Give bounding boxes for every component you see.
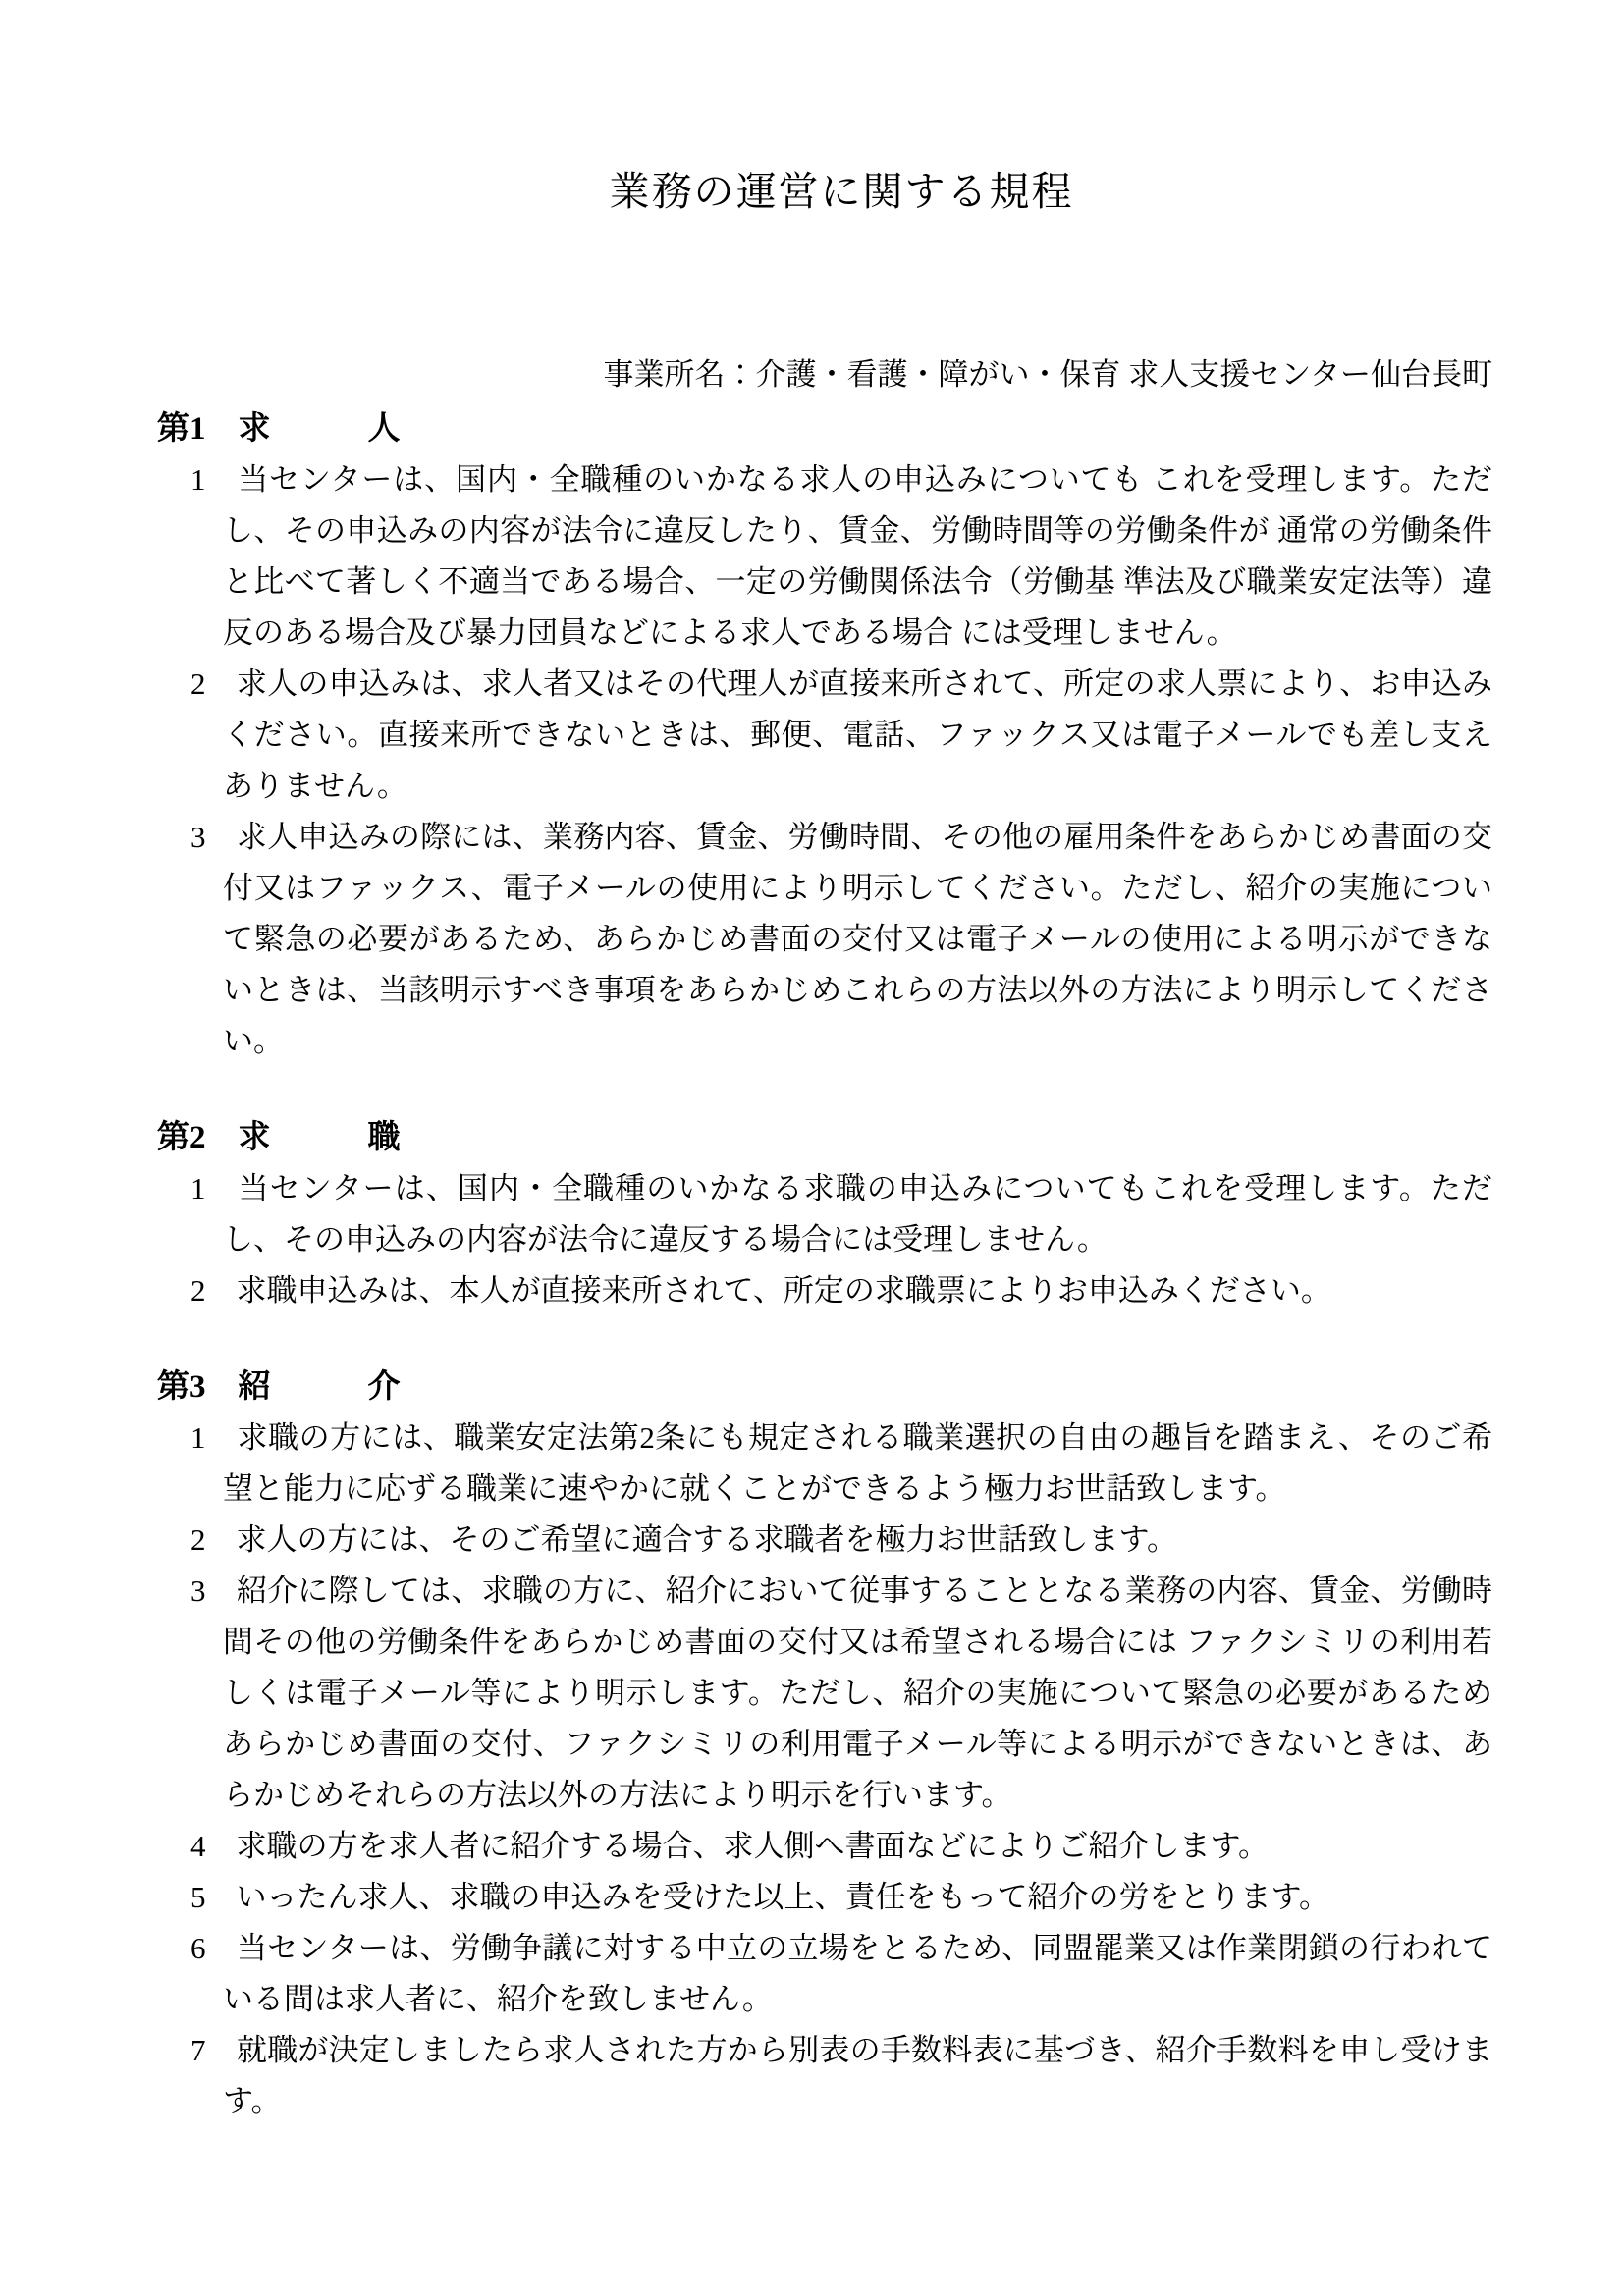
section-2-item-1: 1 当センターは、国内・全職種のいかなる求職の申込みについてもこれを受理します。ただし、その申込みの内容が法令に違反する場合には受理しません。 [190, 1171, 1492, 1256]
section-2-heading: 第2 求 職 [157, 1120, 401, 1155]
section-3-item-1: 1 求職の方には、職業安定法第2条にも規定される職業選択の自由の趣旨を踏まえ、そのご希望と能力に応ずる職業に速やかに就くことができるよう極力お世話致します。 [190, 1420, 1492, 1506]
section-kyushoku [157, 1118, 1492, 1316]
section-3-item-6: 6 当センターは、労働争議に対する中立の立場をとるため、同盟罷業又は作業閉鎖の行われている間は求人者に、紹介を致しません。 [190, 1931, 1492, 2016]
section-1-heading: 第1 求 人 [157, 411, 401, 447]
section-3-item-5: 5 いったん求人、求職の申込みを受けた以上、責任をもって紹介の労をとります。 [190, 1880, 1330, 1914]
office-name-line: 事業所名：介護・看護・障がい・保育 求人支援センター仙台長町 [603, 357, 1492, 392]
section-3-item-7: 7 就職が決定しましたら求人された方から別表の手数料表に基づき、紹介手数料を申し受けます。 [190, 2033, 1492, 2118]
section-1-item-2: 2 求人の申込みは、求人者又はその代理人が直接来所されて、所定の求人票により、お申込みください。直接来所できないときは、郵便、電話、ファックス又は電子メールでも差し支えありません。 [190, 667, 1492, 803]
section-kyujin [157, 409, 1492, 1067]
section-2-item-2: 2 求職申込みは、本人が直接来所されて、所定の求職票によりお申込みください。 [190, 1273, 1331, 1308]
section-1-item-1: 1 当センターは、国内・全職種のいかなる求人の申込みについても これを受理します。ただし、その申込みの内容が法令に違反したり、賃金、労働時間等の労働条件が 通常の労働条件と比べて著しく不適当である場合、一定の労働関係法令（労働基 準法及び職業安定法等）違反のある場合及び暴力団員などによる求人である場合 には受理しません。 [190, 462, 1492, 650]
section-3-item-3: 3 紹介に際しては、求職の方に、紹介において従事することとなる業務の内容、賃金、労働時間その他の労働条件をあらかじめ書面の交付又は希望される場合には ファクシミリの利用若しくは電子メール等により明示します。ただし、紹介の実施について緊急の必要があるためあらかじめ書面の交付、ファクシミリの利用電子メール等による明示ができないときは、あらかじめそれらの方法以外の方法により明示を行います。 [190, 1574, 1492, 1812]
section-3-heading: 第3 紹 介 [157, 1369, 401, 1405]
section-shokai [157, 1367, 1492, 2127]
section-3-item-2: 2 求人の方には、そのご希望に適合する求職者を極力お世話致します。 [190, 1522, 1178, 1557]
page-title: 業務の運営に関する規程 [609, 169, 1074, 214]
section-3-item-4: 4 求職の方を求人者に紹介する場合、求人側へ書面などによりご紹介します。 [190, 1829, 1270, 1863]
section-1-item-3: 3 求人申込みの際には、業務内容、賃金、労働時間、その他の雇用条件をあらかじめ書面の交付又はファックス、電子メールの使用により明示してください。ただし、紹介の実施について緊急の必要があるため、あらかじめ書面の交付又は電子メールの使用による明示ができないときは、当該明示すべき事項をあらかじめこれらの方法以外の方法により明示してください。 [190, 820, 1492, 1058]
